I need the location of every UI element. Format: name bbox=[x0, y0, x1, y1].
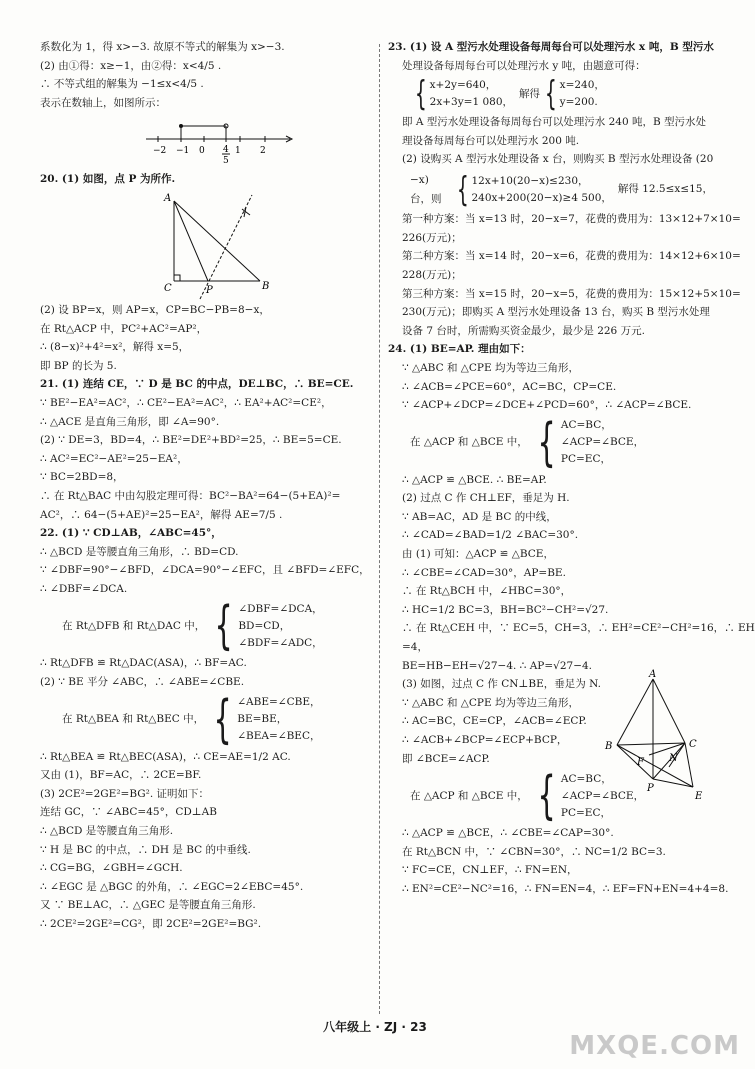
solution-line bbox=[388, 824, 713, 843]
solution-line bbox=[40, 915, 370, 934]
line-text: ∴ △ACE 是直角三角形，即 ∠A=90°. bbox=[40, 415, 220, 428]
system-row: AC=BC， bbox=[560, 772, 612, 785]
tick-label: 1 bbox=[235, 146, 241, 157]
solution-line bbox=[40, 75, 370, 94]
line-text: (2) 设 BP=x，则 AP=x，CP=BC−PB=8−x， bbox=[40, 303, 270, 316]
system-tail: 解得 12.5≤x≤15， bbox=[617, 183, 713, 196]
solution-line bbox=[388, 266, 713, 285]
line-text: 连结 GC，∵ ∠ABC=45°，CD⊥AB bbox=[40, 806, 217, 819]
line-text: ∴ 2CE²=2GE²=CG²，即 2CE²=2GE²=BG². bbox=[40, 918, 262, 930]
line-text: ∵ ∠DBF=90°−∠BFD，∠DCA=90°−∠EFC，且 ∠BFD=∠EFC， bbox=[40, 564, 370, 577]
line-text: ∵ ∠ACP+∠DCP=∠DCE+∠PCD=60°，∴ ∠ACP=∠BCE. bbox=[402, 399, 692, 412]
question-line bbox=[40, 375, 370, 394]
segment-AP bbox=[174, 201, 208, 281]
system-row: ∠DBF=∠DCA， bbox=[238, 602, 323, 615]
system-row: ∠ABE=∠CBE， bbox=[237, 696, 321, 709]
line-text: 表示在数轴上，如图所示： bbox=[40, 96, 166, 109]
solution-line bbox=[388, 150, 713, 169]
line-text: 又 ∵ BE⊥AC，∴ △GEC 是等腰直角三角形. bbox=[40, 899, 256, 912]
line-text: ∴ 在 Rt△BAC 中由勾股定理可得：BC²−BA²=64−(5+EA)²= bbox=[40, 489, 341, 502]
solution-line bbox=[40, 57, 370, 76]
solution-line bbox=[388, 657, 713, 676]
watermark: MXQE.COM bbox=[569, 1031, 740, 1061]
segment-BE bbox=[617, 745, 693, 787]
line-text: ∴ EN²=CE²−NC²=16，∴ FN=EN=4，∴ EF=FN+EN=4+4=8. bbox=[402, 882, 729, 895]
line-text: 226(万元)； bbox=[402, 231, 462, 244]
point-label: C bbox=[164, 282, 172, 294]
system-prefix: 在 △ACP 和 △BCE 中， bbox=[410, 789, 528, 802]
solution-line bbox=[40, 506, 370, 525]
system-rows bbox=[238, 601, 322, 652]
brace-symbol: { bbox=[544, 74, 557, 115]
line-text: 即 A 型污水处理设备每周每台可以处理污水 240 吨，B 型污水处 bbox=[402, 116, 707, 129]
solution-line bbox=[388, 113, 713, 132]
point-label: B bbox=[262, 280, 270, 292]
segment-AC bbox=[653, 679, 685, 743]
line-text: 处理设备每周每台可以处理污水 y 吨，由题意可得： bbox=[402, 59, 646, 72]
solution-line bbox=[40, 803, 370, 822]
line-text: ∴ (8−x)²+4²=x²，解得 x=5， bbox=[40, 341, 190, 354]
line-text: ∴ Rt△DFB ≌ Rt△DAC(ASA)，∴ BF=AC. bbox=[40, 657, 247, 670]
line-text: ∴ ∠EGC 是 △BGC 的外角，∴ ∠EGC=2∠EBC=45°. bbox=[40, 880, 304, 893]
segment-PE bbox=[653, 779, 693, 787]
point-label: P bbox=[206, 284, 213, 296]
solution-line bbox=[388, 880, 729, 899]
question-line bbox=[388, 38, 713, 57]
line-text: ∴ ∠ACB=∠PCE=60°，AC=BC，CP=CE. bbox=[402, 380, 617, 393]
system-row: x+2y=640， bbox=[429, 79, 497, 92]
brace-symbol: { bbox=[456, 169, 469, 210]
line-text: ∴ ∠ACB+∠BCP=∠ECP+BCP， bbox=[402, 734, 568, 746]
brace-symbol: { bbox=[214, 596, 233, 657]
line-text: 又由 (1)，BF=AC，∴ 2CE=BF. bbox=[40, 769, 202, 782]
line-text: 22. (1) ∵ CD⊥AB，∠ABC=45°， bbox=[40, 527, 222, 540]
solution-line bbox=[388, 247, 741, 266]
line-text: ∴ △ACP ≌ △BCE. ∴ BE=AP. bbox=[402, 473, 547, 486]
solution-line bbox=[388, 359, 713, 378]
right-angle-mark bbox=[174, 275, 180, 281]
line-text: ∵ H 是 BC 的中点，∴ DH 是 BC 的中垂线. bbox=[40, 843, 251, 856]
solution-line bbox=[388, 619, 755, 638]
line-text: ∴ ∠DBF=∠DCA. bbox=[40, 582, 128, 595]
system-rows bbox=[561, 417, 644, 468]
line-text: ∵ AB=AC，AD 是 BC 的中线， bbox=[402, 510, 557, 523]
solution-line bbox=[40, 38, 370, 57]
equation-system bbox=[62, 689, 370, 750]
page-footer: 八年级上 · ZJ · 23 bbox=[323, 1020, 427, 1034]
point-label: E bbox=[695, 791, 703, 803]
solution-line bbox=[40, 468, 370, 487]
line-text: 第一种方案：当 x=13 时，20−x=7，花费的费用为：13×12+7×10= bbox=[402, 213, 741, 226]
line-text: =4， bbox=[402, 641, 428, 654]
system-rows bbox=[237, 694, 320, 745]
tick-label: −1 bbox=[176, 146, 190, 157]
system-prefix: 在 △ACP 和 △BCE 中， bbox=[410, 436, 528, 449]
solution-line bbox=[388, 57, 713, 76]
solution-line bbox=[388, 526, 713, 545]
line-text: ∴ △ACP ≌ △BCE，∴ ∠CBE=∠CAP=30°. bbox=[402, 827, 614, 840]
segment-AB bbox=[617, 679, 653, 745]
equation-system bbox=[410, 412, 713, 473]
line-text: ∵ △ABC 和 △CPE 均为等边三角形， bbox=[402, 361, 579, 374]
system-row: y=200. bbox=[559, 96, 598, 109]
system-row: ∠ACP=∠BCE， bbox=[560, 789, 645, 802]
brace-symbol: { bbox=[537, 766, 556, 827]
solution-line bbox=[40, 561, 370, 580]
point-label: N bbox=[669, 753, 678, 765]
line-text: 23. (1) 设 A 型污水处理设备每周每台可以处理污水 x 吨，B 型污水 bbox=[388, 41, 714, 53]
system-row: AC=BC， bbox=[560, 419, 612, 432]
line-text: ∴ 不等式组的解集为 −1≤x<4/5 . bbox=[40, 78, 204, 91]
system-rows bbox=[471, 173, 611, 207]
line-text: ∴ △BCD 是等腰直角三角形，∴ BD=CD. bbox=[40, 545, 239, 558]
question-line bbox=[40, 170, 370, 189]
solution-line bbox=[40, 413, 370, 432]
line-text: 24. (1) BE=AP. 理由如下： bbox=[388, 343, 531, 356]
system-row: ∠BEA=∠BEC， bbox=[237, 730, 321, 743]
solution-line bbox=[40, 338, 370, 357]
line-text: 由 (1) 可知：△ACP ≌ △BCE， bbox=[402, 548, 554, 561]
solution-line bbox=[388, 638, 713, 657]
line-text: 20. (1) 如图，点 P 为所作. bbox=[40, 173, 176, 186]
number-line-figure bbox=[140, 112, 300, 170]
line-text: 在 Rt△BCN 中，∵ ∠CBN=30°，∴ NC=1/2 BC=3. bbox=[402, 845, 666, 858]
solution-line bbox=[388, 843, 713, 862]
point-label: A bbox=[164, 192, 172, 204]
line-text: ∵ △ABC 和 △CPE 均为等边三角形， bbox=[402, 696, 579, 709]
brace-symbol: { bbox=[213, 689, 232, 750]
system-row: ∠BDF=∠ADC， bbox=[238, 636, 323, 649]
solution-line bbox=[40, 450, 370, 469]
solution-line bbox=[40, 357, 370, 376]
line-text: 即 BP 的长为 5. bbox=[40, 359, 117, 372]
line-text: (2) ∵ BE 平分 ∠ABC，∴ ∠ABE=∠CBE. bbox=[40, 676, 245, 689]
line-text: ∴ Rt△BEA ≌ Rt△BEC(ASA)，∴ CE=AE=1/2 AC. bbox=[40, 750, 291, 763]
line-text: ∴ ∠CAD=∠BAD=1/2 ∠BAC=30°. bbox=[402, 529, 579, 542]
point-label: B bbox=[605, 741, 613, 753]
solution-line bbox=[40, 673, 370, 692]
brace-symbol: { bbox=[414, 74, 427, 115]
system-row: BD=CD， bbox=[238, 619, 291, 632]
solution-line bbox=[388, 564, 713, 583]
system-row: 2x+3y=1 080， bbox=[429, 96, 514, 109]
line-text: (2) ∵ DE=3，BD=4，∴ BE²=DE²+BD²=25，∴ BE=5=CE. bbox=[40, 434, 342, 447]
solution-line bbox=[40, 580, 370, 599]
point-label: C bbox=[689, 739, 697, 751]
solution-line bbox=[388, 210, 741, 229]
brace-symbol: { bbox=[537, 412, 556, 473]
system-rows bbox=[430, 77, 513, 111]
line-text: 在 Rt△ACP 中，PC²+AC²=AP²， bbox=[40, 322, 208, 335]
line-text: 228(万元)； bbox=[402, 268, 462, 281]
left-column bbox=[40, 38, 370, 934]
solution-line bbox=[40, 301, 370, 320]
question-line bbox=[388, 340, 713, 359]
line-text: 理设备每周每台可以处理污水 200 吨. bbox=[402, 134, 580, 147]
solution-line bbox=[40, 543, 370, 562]
line-text: ∴ HC=1/2 BC=3，BH=BC²−CH²=√27. bbox=[402, 603, 609, 616]
solution-line bbox=[40, 841, 370, 860]
equation-system bbox=[410, 171, 713, 208]
line-text: 230(万元)；即购买 A 型污水处理设备 13 台，购买 B 型污水处理 bbox=[402, 306, 710, 319]
line-text: ∴ ∠CBE=∠CAD=30°，AP=BE. bbox=[402, 566, 566, 579]
line-text: ∴ 在 Rt△BCH 中，∠HBC=30°， bbox=[402, 585, 572, 598]
tick-label: −2 bbox=[153, 146, 167, 157]
system-row: BE=BE， bbox=[237, 713, 288, 726]
equation-system bbox=[410, 74, 713, 115]
line-text: 第三种方案：当 x=15 时，20−x=5，花费的费用为：15×12+5×10= bbox=[402, 287, 741, 300]
solution-line bbox=[40, 878, 370, 897]
segment-BC bbox=[617, 743, 685, 745]
solution-line bbox=[40, 859, 370, 878]
solution-line bbox=[40, 94, 370, 113]
line-text: AC²，∴ 64−(5+AE)²=25−EA²，解得 AE=7/5 . bbox=[40, 508, 283, 521]
system-row: 12x+10(20−x)≤230， bbox=[471, 174, 589, 187]
line-text: ∴ AC=BC，CE=CP，∠ACB=∠ECP. bbox=[402, 715, 587, 728]
question-line bbox=[40, 524, 370, 543]
solution-line bbox=[40, 320, 370, 339]
line-text: ∴ 在 Rt△CEH 中，∵ EC=5，CH=3，∴ EH²=CE²−CH²=16，∴ EH bbox=[402, 622, 755, 635]
system-rows bbox=[560, 77, 605, 111]
line-text: (3) 如图，过点 C 作 CN⊥BE，垂足为 N. bbox=[402, 678, 601, 691]
line-text: (2) 过点 C 作 CH⊥EF，垂足为 H. bbox=[402, 492, 570, 505]
solution-line bbox=[40, 487, 370, 506]
system-row: PC=EC， bbox=[560, 806, 611, 819]
line-text: BE=HB−EH=√27−4. ∴ AP=√27−4. bbox=[402, 659, 593, 672]
point-label: A bbox=[649, 669, 657, 681]
solution-line bbox=[40, 431, 370, 450]
solution-line bbox=[388, 582, 713, 601]
system-row: PC=EC， bbox=[560, 453, 611, 466]
solution-line bbox=[388, 508, 713, 527]
solution-line bbox=[388, 229, 713, 248]
line-text: 即 ∠BCE=∠ACP. bbox=[402, 752, 490, 765]
solution-line bbox=[40, 748, 370, 767]
column-divider bbox=[379, 44, 380, 1014]
point-label: P bbox=[647, 783, 654, 795]
system-tail: 解得 bbox=[519, 87, 541, 100]
solution-line bbox=[40, 766, 370, 785]
solution-line bbox=[388, 601, 713, 620]
system-prefix: −x) 台，则 bbox=[410, 173, 442, 205]
line-text: ∴ AC²=EC²−AE²=25−EA²， bbox=[40, 452, 188, 465]
solution-line bbox=[40, 896, 370, 915]
solution-line bbox=[388, 378, 713, 397]
line-text: 第二种方案：当 x=14 时，20−x=6，花费的费用为：14×12+6×10= bbox=[402, 250, 741, 263]
line-text: (2) 由①得：x≥−1，由②得：x<4/5 . bbox=[40, 59, 222, 72]
solution-line bbox=[388, 285, 741, 304]
tick-label-denominator: 5 bbox=[223, 156, 229, 167]
solution-line bbox=[388, 132, 713, 151]
system-row: 240x+200(20−x)≥4 500， bbox=[471, 191, 612, 204]
solution-line bbox=[388, 545, 713, 564]
solution-line bbox=[388, 489, 713, 508]
solution-line bbox=[40, 654, 370, 673]
line-text: ∴ CG=BG，∠GBH=∠GCH. bbox=[40, 862, 183, 875]
line-text: ∵ BC=2BD=8， bbox=[40, 471, 124, 484]
system-prefix: 在 Rt△DFB 和 Rt△DAC 中， bbox=[62, 620, 206, 633]
solution-line bbox=[388, 471, 713, 490]
line-text: 21. (1) 连结 CE，∵ D 是 BC 的中点，DE⊥BC，∴ BE=CE. bbox=[40, 378, 354, 391]
solution-line bbox=[388, 303, 713, 322]
tick-label: 2 bbox=[260, 146, 266, 157]
solution-line bbox=[388, 861, 713, 880]
point-label: F bbox=[637, 757, 644, 769]
system-row: ∠ACP=∠BCE， bbox=[560, 436, 645, 449]
line-text: (3) 2CE²=2GE²=BG². 证明如下： bbox=[40, 787, 210, 800]
triangle-figure-24 bbox=[603, 669, 713, 805]
system-row: x=240， bbox=[559, 79, 605, 92]
line-text: 设备 7 台时，所需购买资金最少，最少是 226 万元. bbox=[402, 324, 645, 337]
line-text: ∵ FC=CE，CN⊥EF，∴ FN=EN， bbox=[402, 864, 578, 877]
tick-label: 0 bbox=[199, 146, 205, 157]
solution-line bbox=[40, 822, 370, 841]
line-text: (2) 设购买 A 型污水处理设备 x 台，则购买 B 型污水处理设备 (20 bbox=[402, 153, 714, 166]
line-text: ∵ BE²−EA²=AC²，∴ CE²−EA²=AC²，∴ EA²+AC²=CE²， bbox=[40, 396, 332, 409]
triangle-figure-20 bbox=[160, 189, 280, 301]
line-text: ∴ △BCD 是等腰直角三角形. bbox=[40, 825, 174, 838]
solution-line bbox=[40, 785, 370, 804]
equation-system bbox=[62, 596, 370, 657]
solution-line bbox=[40, 394, 370, 413]
tick-label-numerator: 4 bbox=[223, 145, 229, 156]
line-text: 系数化为 1，得 x>−3. 故原不等式的解集为 x>−3. bbox=[40, 41, 285, 53]
right-column bbox=[388, 38, 755, 899]
solution-line bbox=[388, 322, 713, 341]
system-prefix: 在 Rt△BEA 和 Rt△BEC 中， bbox=[62, 713, 205, 726]
